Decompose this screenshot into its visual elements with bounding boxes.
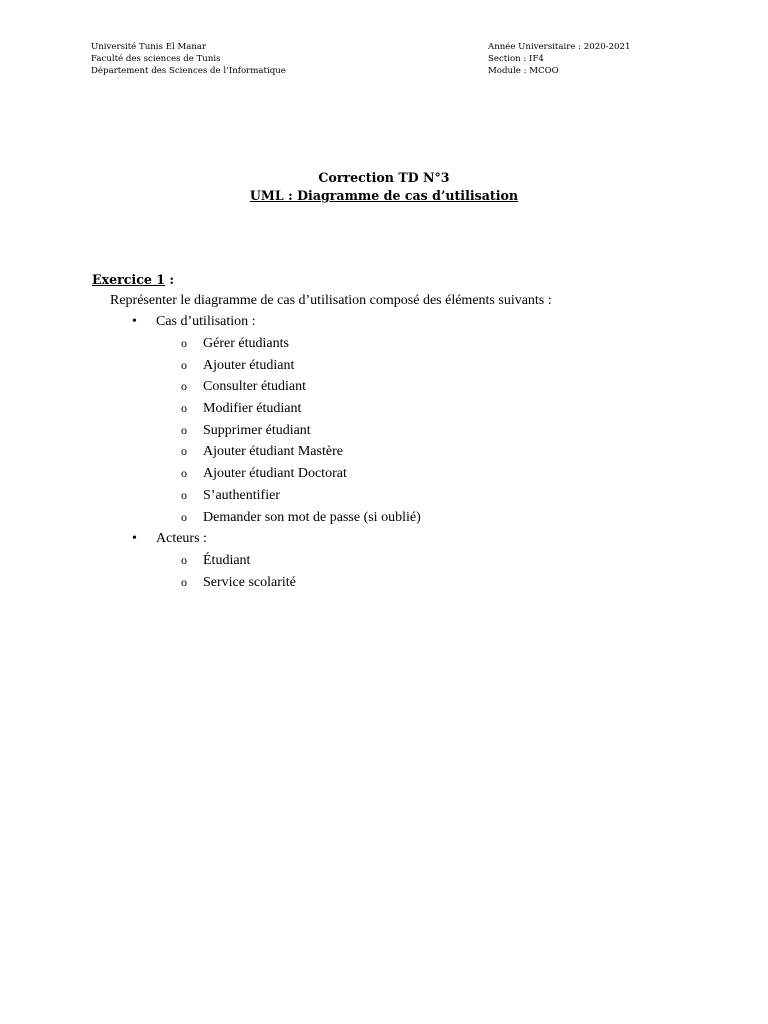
circle-bullet-icon: o	[181, 574, 187, 589]
list-item-text: Étudiant	[203, 553, 251, 569]
list-item-text: Supprimer étudiant	[203, 422, 311, 438]
circle-bullet-icon: o	[181, 509, 187, 524]
bullet-actors	[92, 528, 712, 550]
exercise-heading	[92, 270, 712, 290]
list-item-text: Ajouter étudiant	[203, 357, 295, 373]
exercise-heading-colon: :	[165, 272, 175, 287]
bullet-label: Acteurs :	[156, 531, 207, 547]
list-item-text: Consulter étudiant	[203, 379, 307, 395]
list-item	[92, 333, 712, 355]
header-module: Module : MCOO	[488, 66, 559, 76]
bullet-use-cases	[92, 311, 712, 333]
header-academic-year: Année Universitaire : 2020-2021	[488, 42, 631, 52]
list-item-text: Gérer étudiants	[203, 336, 289, 351]
list-item	[92, 485, 712, 507]
header-course-info	[488, 41, 648, 77]
list-item	[92, 507, 712, 529]
bullet-icon: •	[132, 314, 137, 329]
header-department: Département des Sciences de l’Informatique	[91, 66, 286, 76]
circle-bullet-icon: o	[181, 444, 187, 459]
circle-bullet-icon: o	[181, 422, 187, 437]
list-item-text: S’authentifier	[203, 487, 280, 503]
header-faculty: Faculté des sciences de Tunis	[91, 54, 221, 64]
bullet-label: Cas d’utilisation :	[156, 314, 256, 329]
document-title: Correction TD N°3	[318, 170, 450, 185]
circle-bullet-icon: o	[181, 357, 187, 372]
document-subtitle: UML : Diagramme de cas d’utilisation	[249, 188, 519, 203]
exercise-heading-label: Exercice 1	[92, 272, 166, 287]
list-item	[92, 420, 712, 442]
list-item	[92, 376, 712, 398]
circle-bullet-icon: o	[181, 553, 187, 568]
circle-bullet-icon: o	[181, 336, 187, 350]
list-item	[92, 398, 712, 420]
list-item-text: Ajouter étudiant Mastère	[203, 444, 343, 460]
list-item-text: Ajouter étudiant Doctorat	[203, 466, 347, 482]
list-item	[92, 441, 712, 463]
circle-bullet-icon: o	[181, 487, 187, 502]
header-section: Section : IF4	[488, 54, 544, 64]
list-item	[92, 550, 712, 572]
list-item-text: Demander son mot de passe (si oublié)	[203, 509, 421, 525]
header-university: Université Tunis El Manar	[91, 42, 207, 52]
list-item	[92, 463, 712, 485]
list-item	[92, 572, 712, 594]
exercise-section	[92, 270, 712, 594]
circle-bullet-icon: o	[181, 466, 187, 481]
list-item-text: Service scolarité	[203, 574, 296, 590]
header-institution	[91, 41, 411, 77]
circle-bullet-icon: o	[181, 401, 187, 416]
list-item	[92, 355, 712, 377]
circle-bullet-icon: o	[181, 379, 187, 394]
title-block	[0, 169, 768, 205]
exercise-intro: Représenter le diagramme de cas d’utilisation composé des éléments suivants :	[110, 293, 552, 308]
bullet-icon: •	[132, 531, 137, 547]
list-item-text: Modifier étudiant	[203, 401, 302, 417]
